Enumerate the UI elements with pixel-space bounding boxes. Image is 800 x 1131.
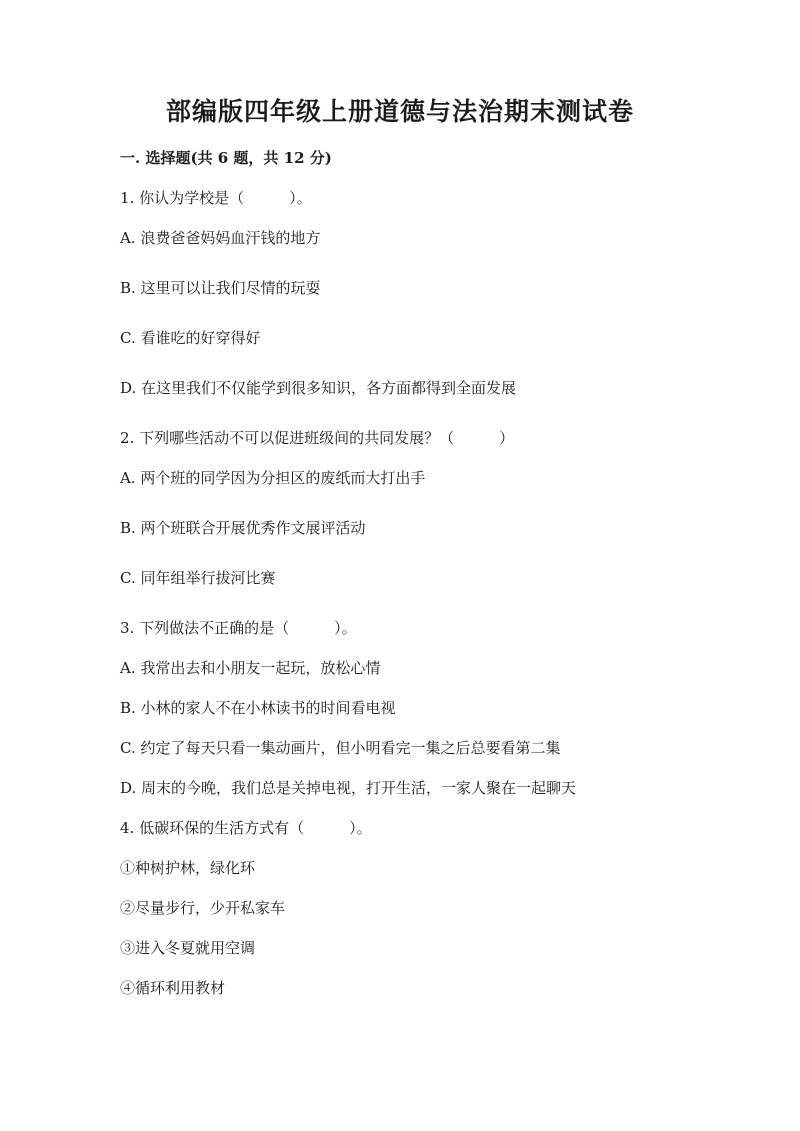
question-4-item-4: ④循环利用教材 (120, 979, 226, 997)
question-2-stem: 2. 下列哪些活动不可以促进班级间的共同发展？（ ） (120, 429, 515, 447)
exam-title: 部编版四年级上册道德与法治期末测试卷 (165, 97, 634, 126)
question-2-option-c: C. 同年组举行拔河比赛 (120, 569, 276, 587)
question-2-option-b: B. 两个班联合开展优秀作文展评活动 (120, 519, 366, 537)
question-3-option-a: A. 我常出去和小朋友一起玩，放松心情 (120, 659, 381, 677)
question-4-item-1: ①种树护林，绿化环 (120, 859, 256, 877)
question-4-item-3: ③进入冬夏就用空调 (120, 939, 256, 957)
question-1-option-b: B. 这里可以让我们尽情的玩耍 (120, 279, 321, 297)
section-heading: 一. 选择题(共 6 题，共 12 分) (120, 149, 332, 167)
question-2-option-a: A. 两个班的同学因为分担区的废纸而大打出手 (120, 469, 426, 487)
question-3-stem: 3. 下列做法不正确的是（ ）。 (120, 619, 357, 637)
question-1-option-d: D. 在这里我们不仅能学到很多知识，各方面都得到全面发展 (120, 379, 517, 397)
question-1-stem: 1. 你认为学校是（ ）。 (120, 189, 312, 207)
question-3-option-d: D. 周末的今晚，我们总是关掉电视，打开生活，一家人聚在一起聊天 (120, 779, 577, 797)
question-3-option-c: C. 约定了每天只看一集动画片，但小明看完一集之后总要看第二集 (120, 739, 561, 757)
question-1-option-c: C. 看谁吃的好穿得好 (120, 329, 261, 347)
question-4-stem: 4. 低碳环保的生活方式有（ ）。 (120, 819, 372, 837)
question-3-option-b: B. 小林的家人不在小林读书的时间看电视 (120, 699, 396, 717)
question-4-item-2: ②尽量步行，少开私家车 (120, 899, 286, 917)
question-1-option-a: A. 浪费爸爸妈妈血汗钱的地方 (120, 229, 321, 247)
